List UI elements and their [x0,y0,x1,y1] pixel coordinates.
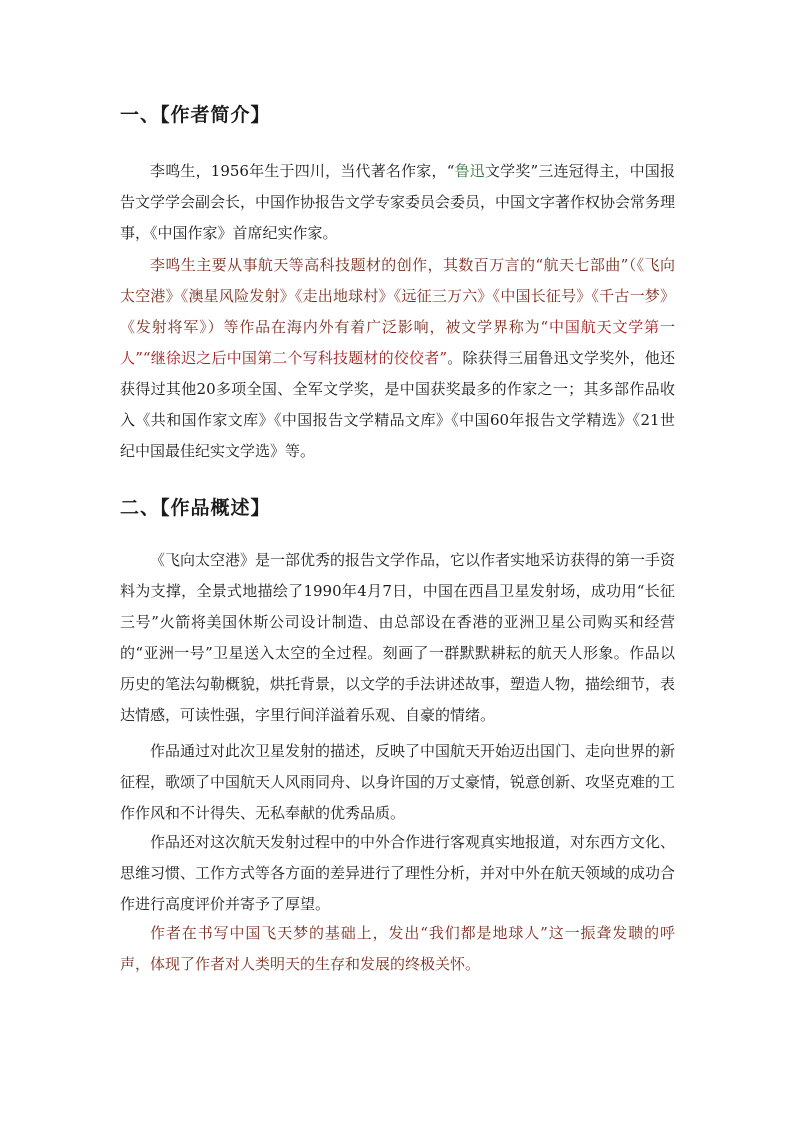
overview-paragraph-3: 作品还对这次航天发射过程中的中外合作进行客观真实地报道，对东西方文化、思维习惯、工作方式等各方面的差异进行了理性分析，并对中外在航天领域的成功合作进行高度评价并寄予了厚望。 [120,833,676,913]
overview-paragraph-1: 《飞向太空港》是一部优秀的报告文学作品，它以作者实地采访获得的第一手资料为支撑，全景式地描绘了1990年4月7日，中国在西昌卫星发射场，成功用“长征三号”火箭将美国休斯公司设计制造、由总部设在香港的亚洲卫星公司购买和经营的“亚洲一号”卫星送入太空的全过程。刻画了一群默默耕耘的航天人形象。作品以历史的笔法勾勒概貌，烘托背景，以文学的手法讲述故事，塑造人物，描绘细节，表达情感，可读性强，字里行间洋溢着乐观、自豪的情绪。 [120,551,676,724]
section-heading-author: 一、【作者简介】 [120,104,271,126]
author-bio-paragraph [120,156,675,249]
bio-text-start: 李鸣生，1956年生于四川，当代著名作家，“ [150,162,455,180]
overview-paragraph-2: 作品通过对此次卫星发射的描述，反映了中国航天开始迈出国门、走向世界的新征程，歌颂了中国航天人风雨同舟、以身许国的万丈豪情，锐意创新、攻坚克难的工作作风和不计得失、无私奉献的优秀品质。 [120,742,676,822]
works-text-start: 李鸣生主要从事航天等高科技题材的创作，其数百万言的“航天七部曲”（《飞向太空港》《澳星风险发射》《走出地球村》《远征三万六》《中国长征号》《千古一梦》《发射将军》）等作品在海内外有着广泛影响，被文学界称为 [120,256,675,336]
author-works-paragraph [120,250,675,467]
overview-paragraph-4: 作者在书写中国飞天梦的基础上，发出“我们都是地球人”这一振聋发聩的呼声，体现了作者对人类明天的生存和发展的终极关怀。 [120,924,675,973]
bio-text-end: 文学奖”三连冠得主，中国报告文学学会副会长，中国作协报告文学专家委员会委员，中国文字著作权协会常务理事，《中国作家》首席纪实作家。 [120,162,676,242]
section-heading-overview: 二、【作品概述】 [120,497,271,519]
lu-xun-highlight: 鲁迅 [454,162,485,180]
works-text-end: 。除获得三届鲁迅文学奖外，他还获得过其他20多项全国、全军文学奖，是中国获奖最多的作家之一；其多部作品收入《共和国作家文库》《中国报告文学精品文库》《中国60年报告文学精选》《21世纪中国最佳纪实文学选》等。 [120,349,675,460]
honorific-titles-highlight: “中国航天文学第一人”“继徐迟之后中国第二个写科技题材的佼佼者” [120,318,675,367]
